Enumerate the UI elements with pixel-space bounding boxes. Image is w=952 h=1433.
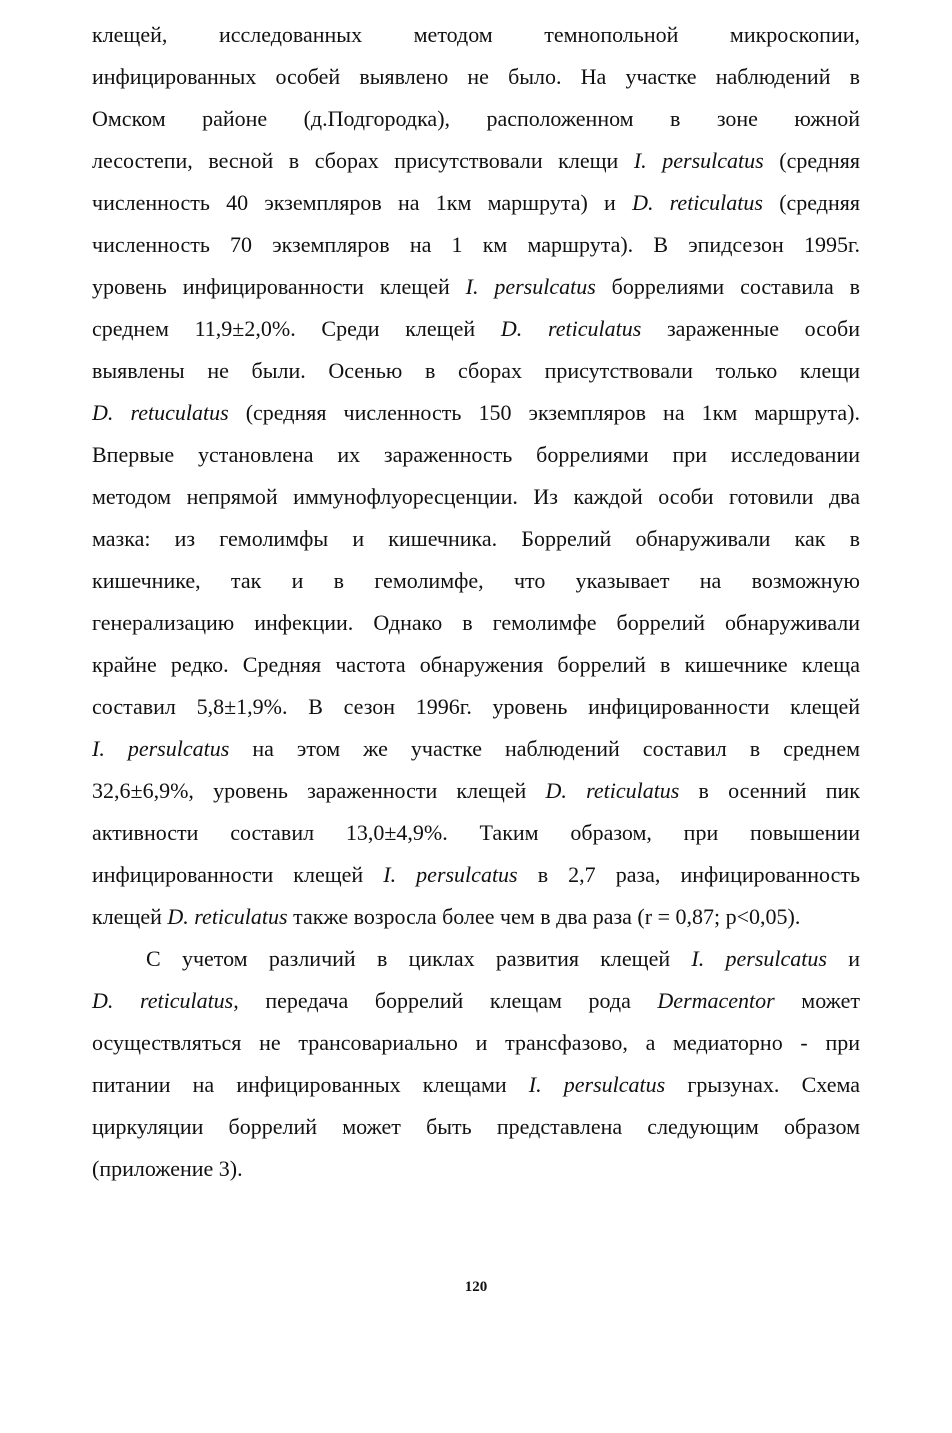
species-name: Dermacentor <box>657 988 775 1013</box>
species-name: I. persulcatus <box>528 1072 666 1097</box>
species-name: I. persulcatus <box>383 862 518 887</box>
text-line: активности составил 13,0±4,9%. Таким образом, при повышении <box>92 820 860 845</box>
text-line: I. persulcatus на этом же участке наблюдений составил в среднем <box>92 736 861 761</box>
text-line: мазка: из гемолимфы и кишечника. Боррелий обнаруживали как в <box>92 526 860 551</box>
species-name: D. reticulatus <box>632 190 763 215</box>
text-line: кишечнике, так и в гемолимфе, что указывает на возможную <box>92 568 860 593</box>
species-name: D. retuculatus <box>92 400 229 425</box>
species-name: I. persulcatus <box>691 946 827 971</box>
text-line: (приложение 3). <box>92 1156 243 1181</box>
page-number: 120 <box>464 1279 488 1295</box>
text-line: уровень инфицированности клещей I. persulcatus боррелиями составила в <box>92 274 860 299</box>
text-line: С учетом различий в циклах развития клещей I. persulcatus и <box>146 946 860 971</box>
text-line: инфицированных особей выявлено не было. На участке наблюдений в <box>92 64 860 89</box>
text-line: циркуляции боррелий может быть представлена следующим образом <box>92 1114 860 1139</box>
text-line: инфицированности клещей I. persulcatus в 2,7 раза, инфицированность <box>92 862 860 887</box>
species-name: I. persulcatus <box>465 274 596 299</box>
text-line: D. retuculatus (средняя численность 150 экземпляров на 1км маршрута). <box>92 400 860 425</box>
text-line: генерализацию инфекции. Однако в гемолимфе боррелий обнаруживали <box>92 610 860 635</box>
text-line: численность 40 экземпляров на 1км маршрута) и D. reticulatus (средняя <box>92 190 860 215</box>
body-paragraph-2 <box>92 938 860 1190</box>
species-name: D. reticulatus <box>545 778 680 803</box>
text-line: лесостепи, весной в сборах присутствовали клещи I. persulcatus (средняя <box>92 148 861 173</box>
text-line: 32,6±6,9%, уровень зараженности клещей D. reticulatus в осенний пик <box>92 778 860 803</box>
text-line: D. reticulatus, передача боррелий клещам рода Dermacentor может <box>92 988 860 1013</box>
species-name: D. reticulatus <box>167 904 288 929</box>
text-line: Впервые установлена их зараженность боррелиями при исследовании <box>92 442 860 467</box>
text-line: клещей D. reticulatus также возросла более чем в два раза (r = 0,87; p<0,05). <box>92 904 801 929</box>
text-line: выявлены не были. Осенью в сборах присутствовали только клещи <box>92 358 860 383</box>
species-name: D. reticulatus <box>92 988 234 1013</box>
text-line: методом непрямой иммунофлуоресценции. Из каждой особи готовили два <box>92 484 860 509</box>
body-paragraph-1 <box>92 14 860 938</box>
text-line: крайне редко. Средняя частота обнаружения боррелий в кишечнике клеща <box>92 652 860 677</box>
text-line: численность 70 экземпляров на 1 км маршрута). В эпидсезон 1995г. <box>92 232 860 257</box>
text-line: клещей, исследованных методом темнопольной микроскопии, <box>92 22 860 47</box>
species-name: I. persulcatus <box>633 148 764 173</box>
species-name: D. reticulatus <box>500 316 642 341</box>
text-line: среднем 11,9±2,0%. Среди клещей D. reticulatus зараженные особи <box>92 316 860 341</box>
text-line: Омском районе (д.Подгородка), расположенном в зоне южной <box>92 106 860 131</box>
document-page <box>92 14 860 1190</box>
species-name: I. persulcatus <box>92 736 230 761</box>
text-line: осуществляться не трансовариально и трансфазово, а медиаторно - при <box>92 1030 860 1055</box>
text-line: питании на инфицированных клещами I. persulcatus грызунах. Схема <box>92 1072 861 1097</box>
text-line: составил 5,8±1,9%. В сезон 1996г. уровень инфицированности клещей <box>92 694 860 719</box>
